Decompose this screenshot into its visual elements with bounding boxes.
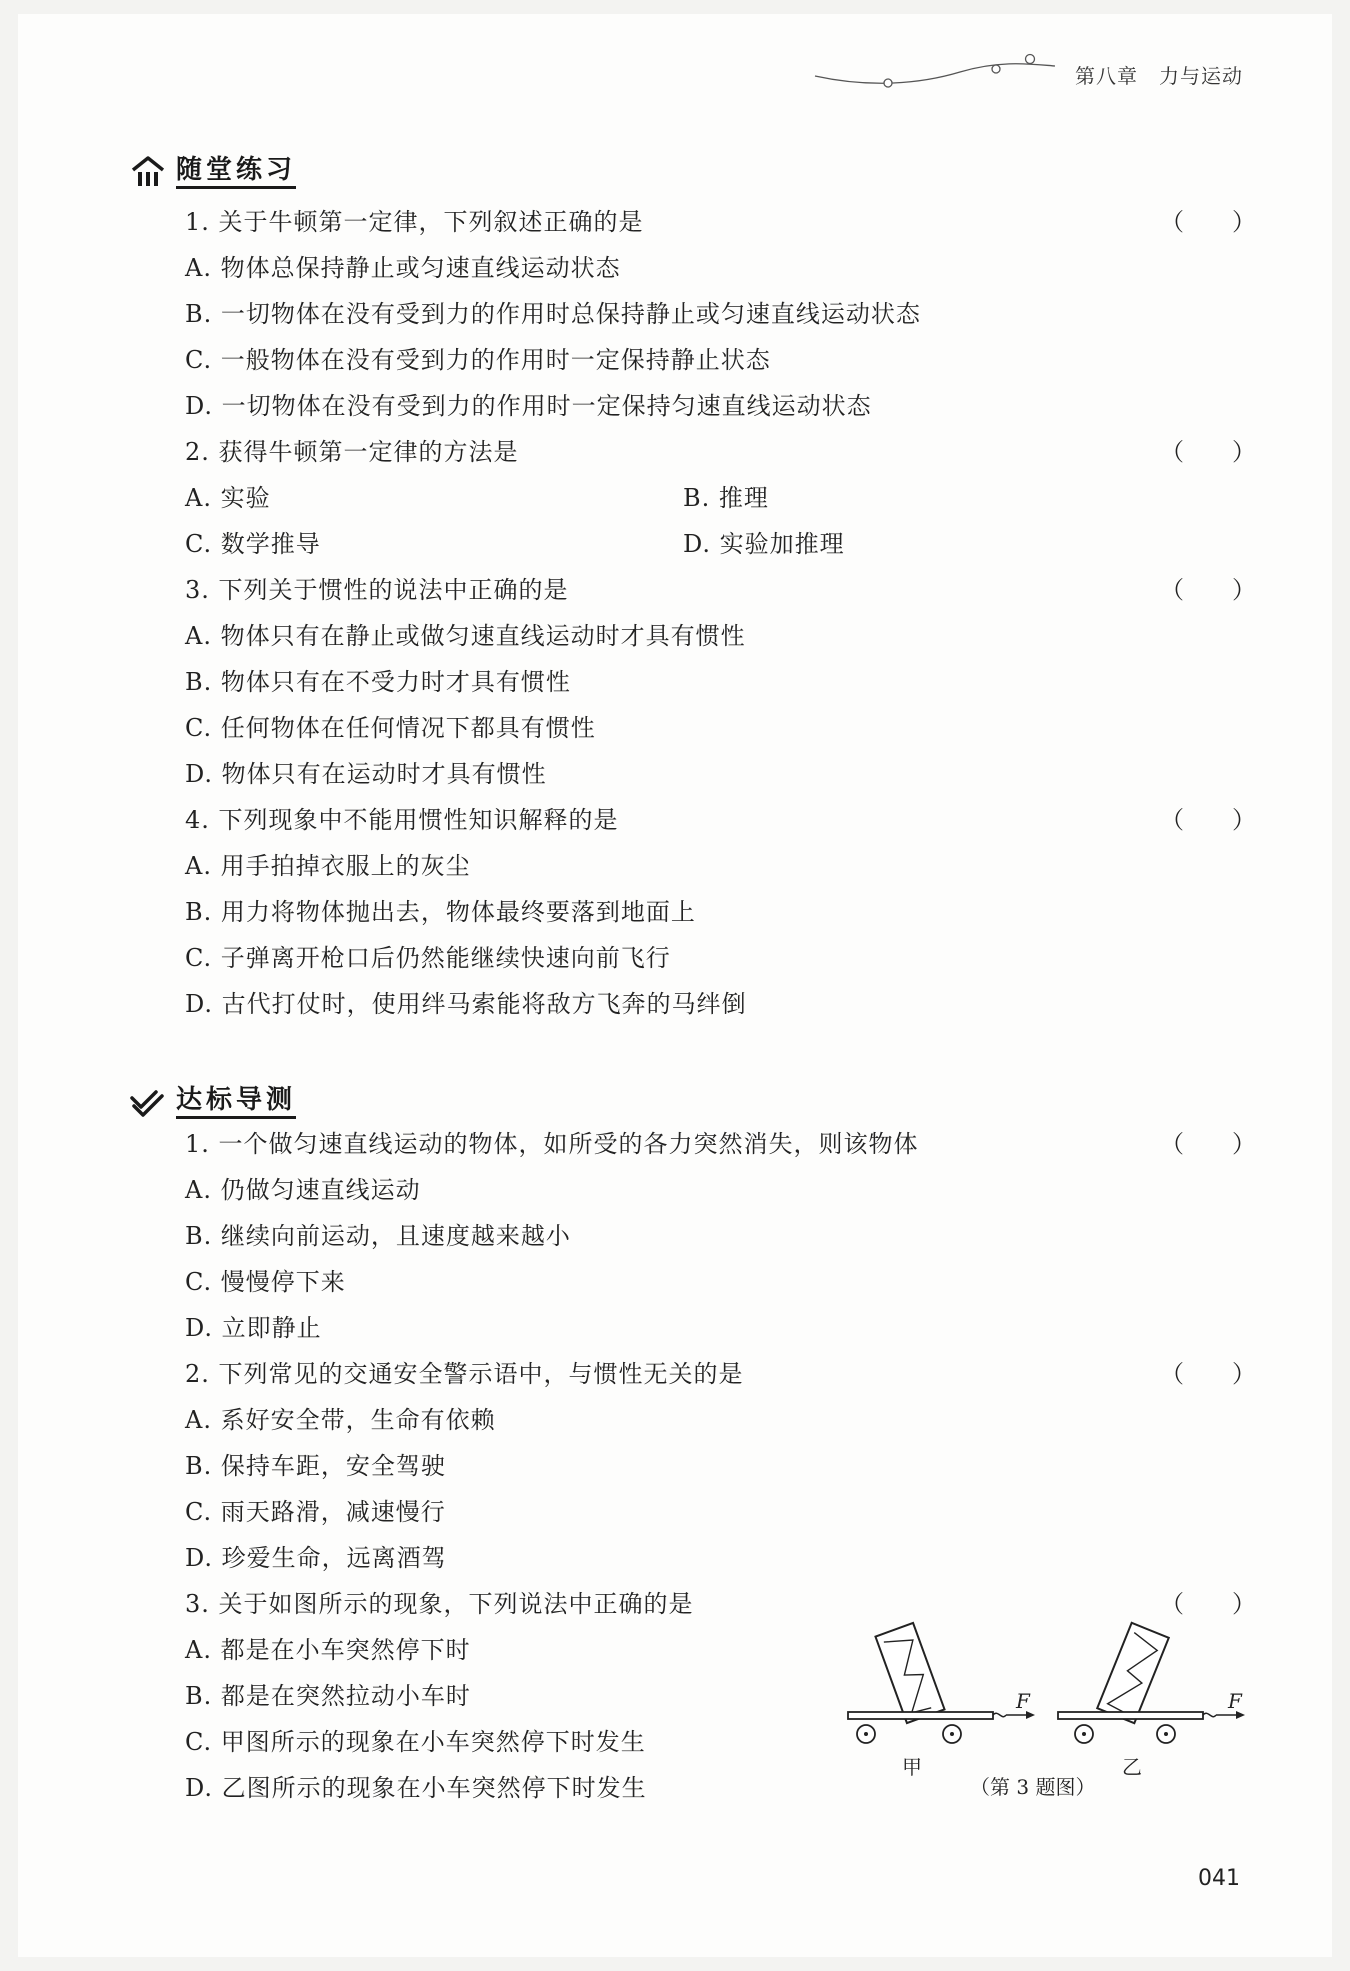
cart-figure — [840, 1615, 1260, 1805]
section-practice-label: 随堂练习 — [176, 155, 296, 189]
section-test-label: 达标导测 — [176, 1085, 296, 1119]
practice-q2-stem: 2. 获得牛顿第一定律的方法是 — [185, 438, 519, 466]
answer-bracket: （ ） — [1160, 438, 1256, 466]
figure-label-yi: 乙 — [1122, 1755, 1142, 1779]
figure-label-jia: 甲 — [902, 1755, 922, 1779]
test-q1-option-d: D. 立即静止 — [185, 1314, 322, 1342]
test-q3-option-a: A. 都是在小车突然停下时 — [185, 1636, 471, 1664]
answer-bracket: （ ） — [1160, 1130, 1256, 1158]
test-q1-option-a: A. 仍做匀速直线运动 — [185, 1176, 421, 1204]
chapter-title: 第八章 力与运动 — [1075, 64, 1243, 88]
practice-q1-option-d: D. 一切物体在没有受到力的作用时一定保持匀速直线运动状态 — [185, 392, 872, 420]
answer-bracket: （ ） — [1160, 1590, 1256, 1618]
force-label-right: F — [1228, 1689, 1242, 1713]
test-q1-option-c: C. 慢慢停下来 — [185, 1268, 346, 1296]
header-decoration-icon — [810, 48, 1070, 98]
test-q3-option-b: B. 都是在突然拉动小车时 — [185, 1682, 471, 1710]
test-q2-option-a: A. 系好安全带，生命有依赖 — [185, 1406, 496, 1434]
building-icon — [130, 154, 166, 190]
page-number: 041 — [1198, 1866, 1240, 1891]
practice-q4-option-b: B. 用力将物体抛出去，物体最终要落到地面上 — [185, 898, 696, 926]
practice-q2-option-b: B. 推理 — [683, 484, 769, 512]
practice-q1-option-a: A. 物体总保持静止或匀速直线运动状态 — [185, 254, 621, 282]
test-q1-stem: 1. 一个做匀速直线运动的物体，如所受的各力突然消失，则该物体 — [185, 1130, 919, 1158]
section-test-title — [130, 1082, 296, 1122]
force-label-left: F — [1016, 1689, 1030, 1713]
test-q2-option-d: D. 珍爱生命，远离酒驾 — [185, 1544, 447, 1572]
answer-bracket: （ ） — [1160, 208, 1256, 236]
practice-q2-option-a: A. 实验 — [185, 484, 271, 512]
practice-q1-option-b: B. 一切物体在没有受到力的作用时总保持静止或匀速直线运动状态 — [185, 300, 921, 328]
cart-left — [848, 1623, 1035, 1743]
practice-q3-option-a: A. 物体只有在静止或做匀速直线运动时才具有惯性 — [185, 622, 746, 650]
test-q3-option-d: D. 乙图所示的现象在小车突然停下时发生 — [185, 1774, 647, 1802]
practice-q2-option-d: D. 实验加推理 — [683, 530, 845, 558]
practice-q1-option-c: C. 一般物体在没有受到力的作用时一定保持静止状态 — [185, 346, 771, 374]
practice-q4-option-d: D. 古代打仗时，使用绊马索能将敌方飞奔的马绊倒 — [185, 990, 747, 1018]
section-practice-title — [130, 152, 296, 192]
chapter-header — [810, 48, 1260, 98]
cart-diagram — [840, 1615, 1260, 1765]
practice-q3-option-b: B. 物体只有在不受力时才具有惯性 — [185, 668, 571, 696]
test-q2-stem: 2. 下列常见的交通安全警示语中，与惯性无关的是 — [185, 1360, 744, 1388]
double-check-icon — [130, 1084, 166, 1120]
practice-q4-option-a: A. 用手拍掉衣服上的灰尘 — [185, 852, 471, 880]
answer-bracket: （ ） — [1160, 576, 1256, 604]
practice-q3-stem: 3. 下列关于惯性的说法中正确的是 — [185, 576, 569, 604]
test-q3-stem: 3. 关于如图所示的现象，下列说法中正确的是 — [185, 1590, 694, 1618]
test-q3-option-c: C. 甲图所示的现象在小车突然停下时发生 — [185, 1728, 646, 1756]
practice-q4-option-c: C. 子弹离开枪口后仍然能继续快速向前飞行 — [185, 944, 671, 972]
practice-q3-option-c: C. 任何物体在任何情况下都具有惯性 — [185, 714, 596, 742]
figure-caption: （第 3 题图） — [970, 1775, 1096, 1799]
practice-q1-stem: 1. 关于牛顿第一定律，下列叙述正确的是 — [185, 208, 644, 236]
practice-q4-stem: 4. 下列现象中不能用惯性知识解释的是 — [185, 806, 619, 834]
test-q1-option-b: B. 继续向前运动，且速度越来越小 — [185, 1222, 571, 1250]
practice-q3-option-d: D. 物体只有在运动时才具有惯性 — [185, 760, 547, 788]
answer-bracket: （ ） — [1160, 806, 1256, 834]
cart-right — [1058, 1623, 1245, 1743]
test-q2-option-b: B. 保持车距，安全驾驶 — [185, 1452, 446, 1480]
practice-q2-option-c: C. 数学推导 — [185, 530, 321, 558]
test-q2-option-c: C. 雨天路滑，减速慢行 — [185, 1498, 446, 1526]
answer-bracket: （ ） — [1160, 1360, 1256, 1388]
